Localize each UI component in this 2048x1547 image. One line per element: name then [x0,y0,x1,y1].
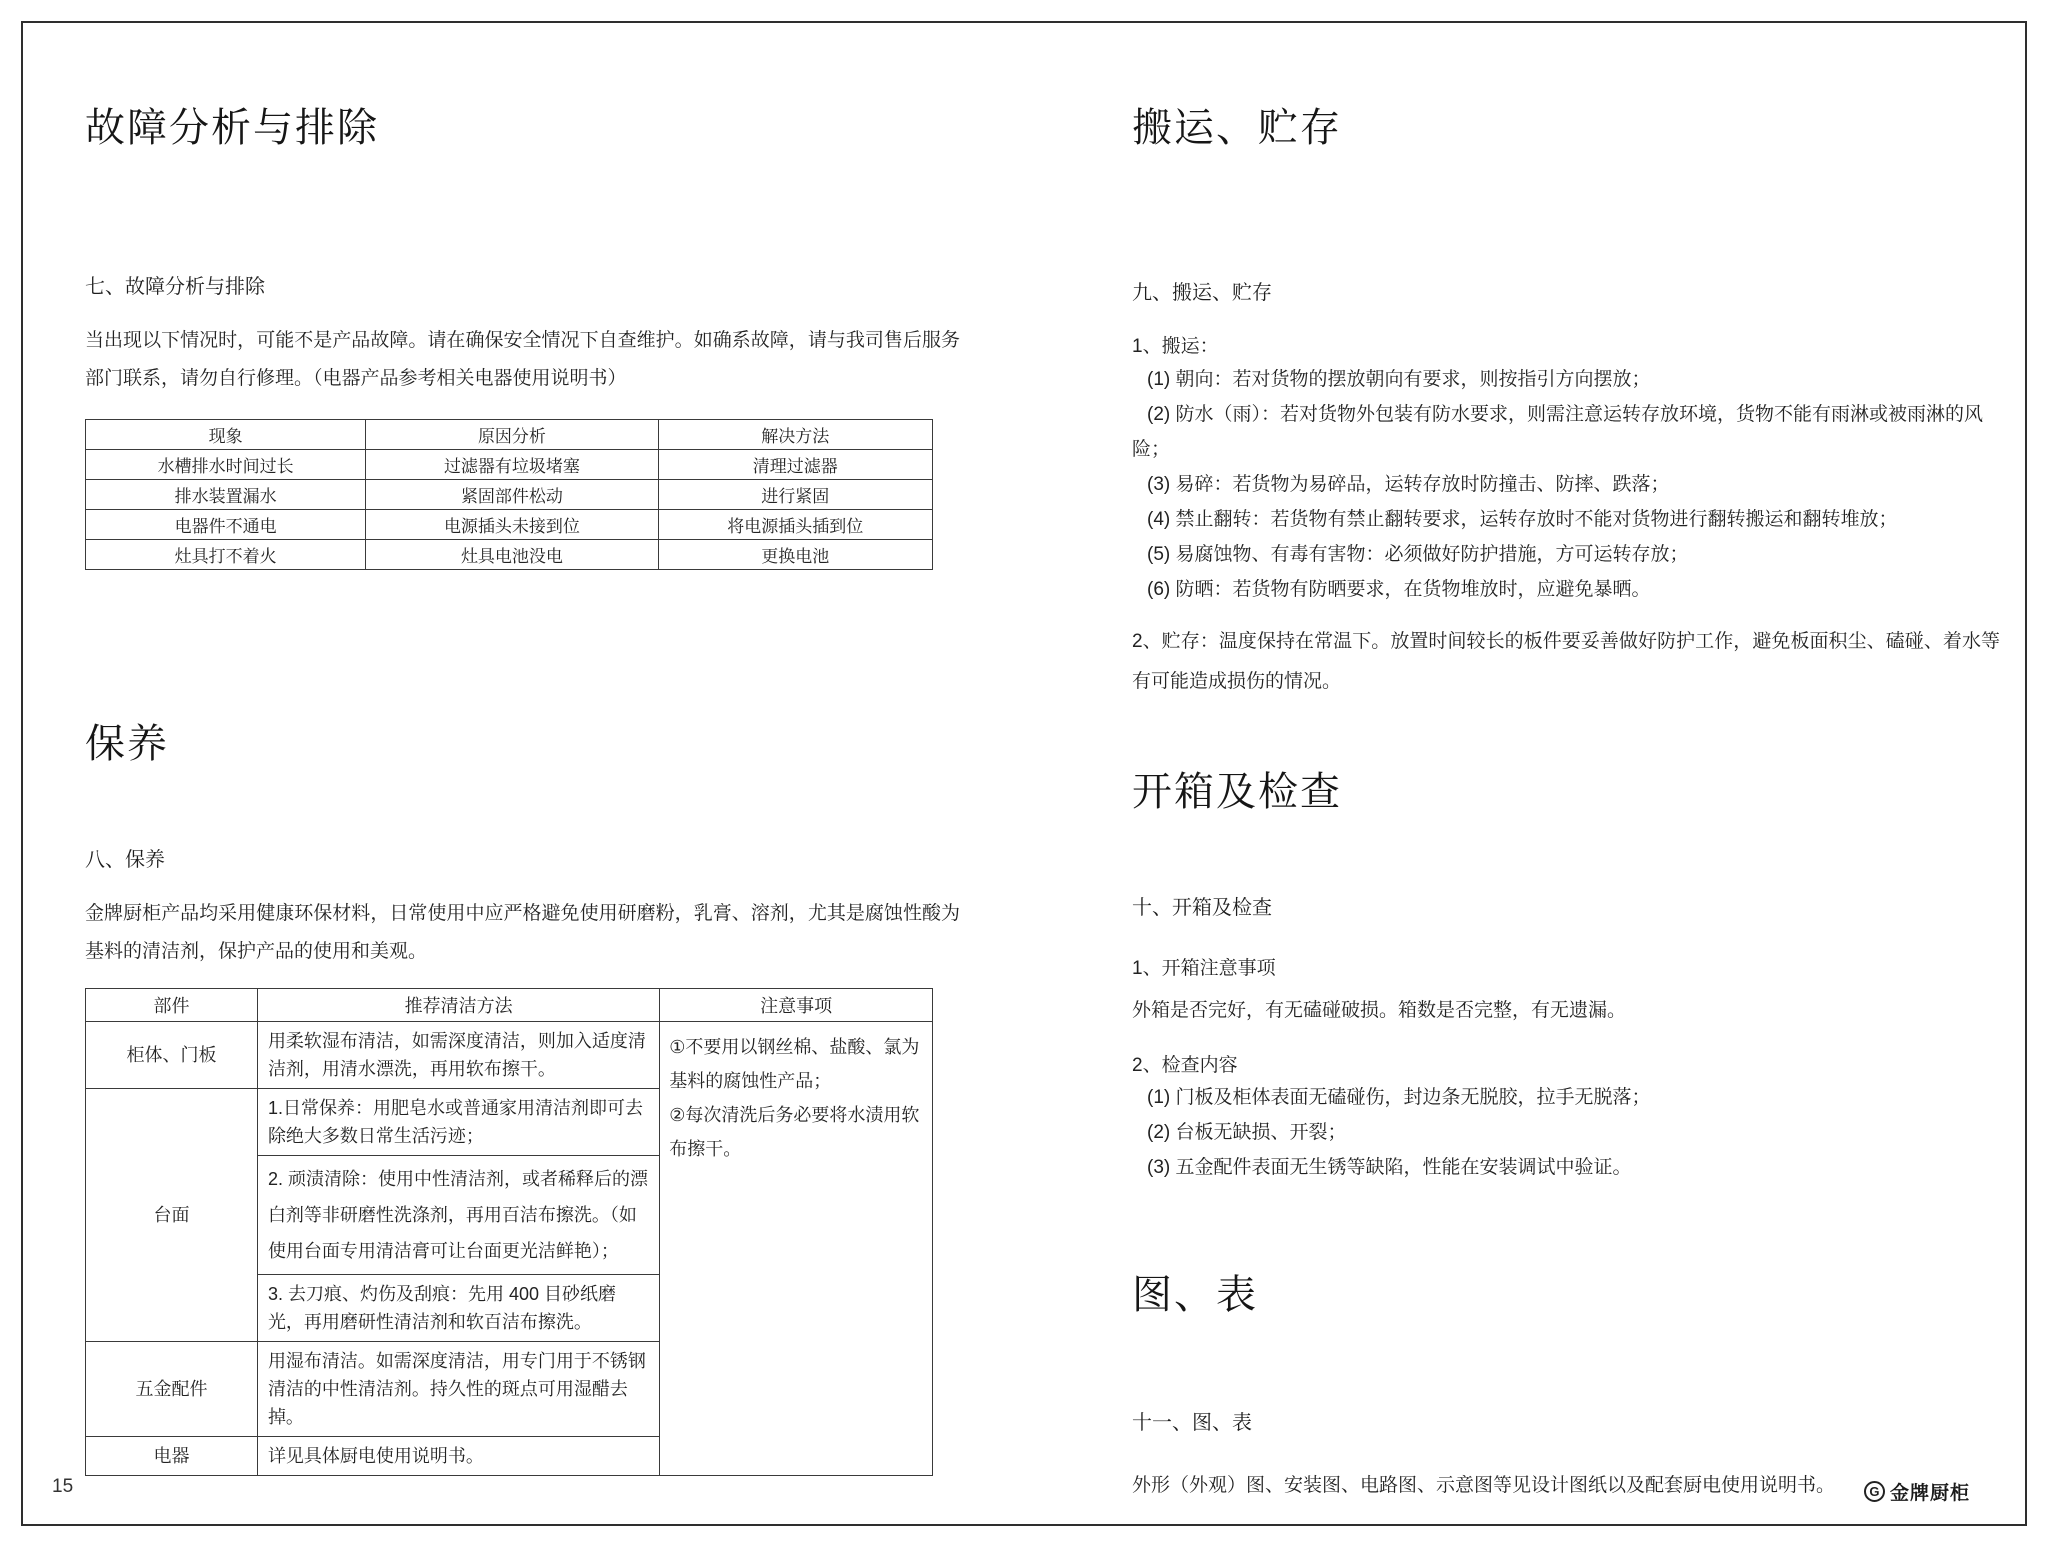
table-cell: 更换电池 [658,540,932,570]
table-header-row [86,420,933,450]
table-header-cell: 现象 [86,420,366,450]
page-title-figures: 图、表 [1132,1273,1258,1317]
section-heading-fault: 七、故障分析与排除 [85,276,265,298]
table-header-cell: 原因分析 [366,420,658,450]
list-item: (2) 防水（雨）：若对货物外包装有防水要求，则需注意运转存放环境，货物不能有雨淋或被雨淋的风险； [1132,404,1984,460]
table-cell-notes [660,1022,933,1476]
table-row [86,540,933,570]
table-header-cell: 注意事项 [660,989,933,1022]
unboxing-sub1-text: 外箱是否完好，有无磕碰破损。箱数是否完整，有无遗漏。 [1132,1000,1627,1021]
page-title-transport: 搬运、贮存 [1132,106,1342,150]
table-cell: 水槽排水时间过长 [86,450,366,480]
maintenance-intro-paragraph: 金牌厨柜产品均采用健康环保材料，日常使用中应严格避免使用研磨粉，乳膏、溶剂，尤其是腐蚀性酸为基料的清洁剂，保护产品的使用和美观。 [85,903,960,962]
transport-item1-label: 1、搬运： [1132,336,1219,357]
table-cell: 柜体、门板 [86,1022,258,1089]
list-item: (6) 防晒：若货物有防晒要求，在货物堆放时，应避免暴晒。 [1147,579,1651,600]
section-heading-maintenance: 八、保养 [85,849,165,871]
table-row-cabinet [86,1022,933,1089]
table-cell: 台面 [86,1089,258,1342]
unboxing-sub2-label: 2、检查内容 [1132,1055,1238,1076]
section-heading-transport: 九、搬运、贮存 [1132,282,1272,304]
transport-list [1132,362,2000,607]
table-cell: 灶具打不着火 [86,540,366,570]
table-header-cell: 部件 [86,989,258,1022]
page-number: 15 [52,1476,74,1497]
table-cell: 清理过滤器 [658,450,932,480]
right-column [1132,0,2000,1547]
table-header-cell: 推荐清洁方法 [257,989,659,1022]
page-title-unboxing: 开箱及检查 [1132,770,1342,814]
table-cell: 五金配件 [86,1342,258,1437]
brand-g-icon: G [1864,1481,1885,1502]
list-item: (1) 门板及柜体表面无磕碰伤，封边条无脱胶，拉手无脱落； [1147,1087,1651,1108]
table-row [86,510,933,540]
page-title-maintenance: 保养 [85,722,169,766]
table-cell: 1.日常保养：用肥皂水或普通家用清洁剂即可去除绝大多数日常生活污迹； [257,1089,659,1156]
table-cell: 2. 顽渍清除：使用中性清洁剂，或者稀释后的漂白剂等非研磨性洗涤剂，再用百洁布擦洗。（如使用台面专用清洁膏可让台面更光洁鲜艳）； [257,1156,659,1275]
table-cell: 紧固部件松动 [366,480,658,510]
table-header-cell: 解决方法 [658,420,932,450]
brand-name: 金牌厨柜 [1889,1483,1970,1504]
fault-intro-paragraph: 当出现以下情况时，可能不是产品故障。请在确保安全情况下自查维护。如确系故障，请与我司售后服务部门联系，请勿自行修理。（电器产品参考相关电器使用说明书） [85,330,960,389]
section-heading-unboxing: 十、开箱及检查 [1132,897,1272,919]
table-cell: 电器 [86,1437,258,1476]
table-cell: 进行紧固 [658,480,932,510]
maintenance-table [85,988,933,1476]
table-cell: 过滤器有垃圾堵塞 [366,450,658,480]
brand-logo [1864,1478,1970,1505]
figures-text: 外形（外观）图、安装图、电路图、示意图等见设计图纸以及配套厨电使用说明书。 [1132,1475,1836,1496]
unboxing-sub1-label: 1、开箱注意事项 [1132,958,1276,979]
fault-table [85,419,933,570]
table-cell: 电器件不通电 [86,510,366,540]
table-cell: 3. 去刀痕、灼伤及刮痕：先用 400 目砂纸磨光，再用磨研性清洁剂和软百洁布擦洗。 [257,1275,659,1342]
table-cell: 电源插头未接到位 [366,510,658,540]
list-item: (1) 朝向：若对货物的摆放朝向有要求，则按指引方向摆放； [1147,369,1651,390]
list-item: (3) 易碎：若货物为易碎品，运转存放时防撞击、防摔、跌落； [1147,474,1670,495]
table-cell: 用柔软湿布清洁，如需深度清洁，则加入适度清洁剂，用清水漂洗，再用软布擦干。 [257,1022,659,1089]
table-row [86,480,933,510]
inspection-list [1132,1080,2000,1185]
list-item: (4) 禁止翻转：若货物有禁止翻转要求，运转存放时不能对货物进行翻转搬运和翻转堆放； [1147,509,1898,530]
table-cell: 将电源插头插到位 [658,510,932,540]
note-item: ①不要用以钢丝棉、盐酸、氯为基料的腐蚀性产品； [669,1037,920,1091]
table-cell: 排水装置漏水 [86,480,366,510]
storage-paragraph: 2、贮存：温度保持在常温下。放置时间较长的板件要妥善做好防护工作，避免板面积尘、磕碰、着水等有可能造成损伤的情况。 [1132,631,2000,692]
table-row [86,450,933,480]
table-header-row [86,989,933,1022]
note-item: ②每次清洗后务必要将水渍用软布擦干。 [669,1105,920,1159]
section-heading-figures: 十一、图、表 [1132,1412,1252,1434]
table-cell: 灶具电池没电 [366,540,658,570]
left-column [85,0,960,1547]
table-cell: 详见具体厨电使用说明书。 [257,1437,659,1476]
table-cell: 用湿布清洁。如需深度清洁，用专门用于不锈钢清洁的中性清洁剂。持久性的斑点可用湿醋去掉。 [257,1342,659,1437]
page-title-fault-analysis: 故障分析与排除 [85,106,379,150]
list-item: (5) 易腐蚀物、有毒有害物：必须做好防护措施，方可运转存放； [1147,544,1689,565]
list-item: (2) 台板无缺损、开裂； [1147,1122,1347,1143]
list-item: (3) 五金配件表面无生锈等缺陷，性能在安装调试中验证。 [1147,1157,1632,1178]
